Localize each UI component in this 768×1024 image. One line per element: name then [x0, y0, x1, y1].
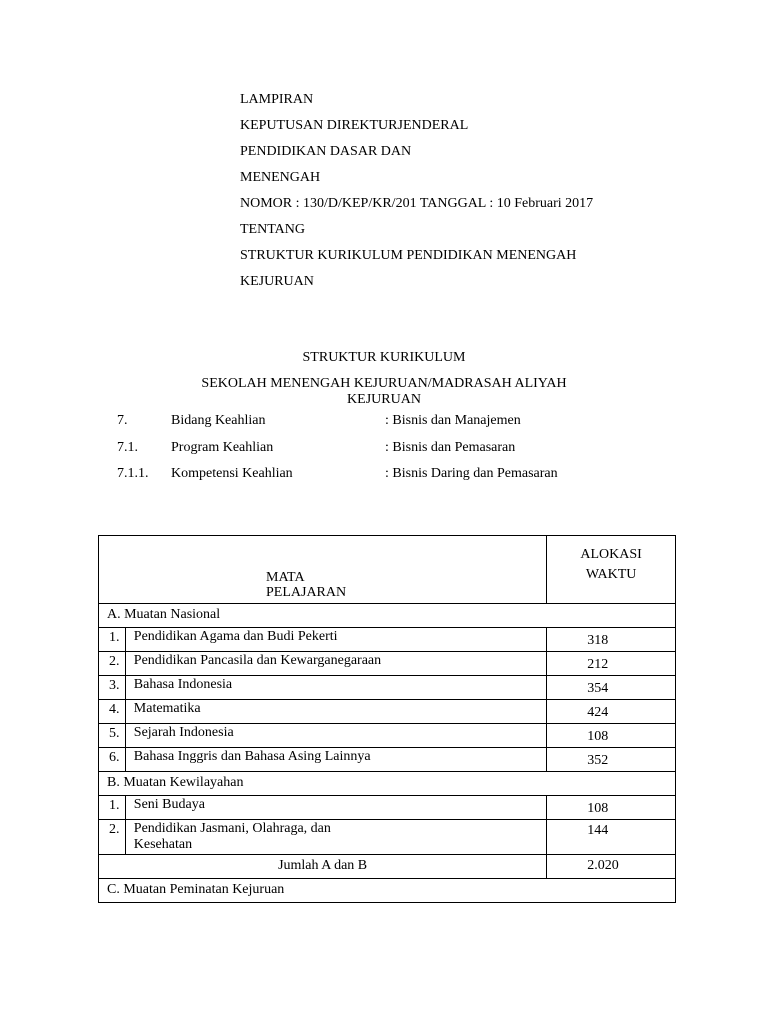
- table-row: [99, 724, 676, 748]
- field-number: 7.1.1.: [117, 466, 149, 481]
- row-allocation: 108: [587, 729, 609, 744]
- document-header: [240, 89, 740, 297]
- table-row: [99, 652, 676, 676]
- header-alloc-line-1: ALOKASI: [580, 547, 642, 562]
- field-program-keahlian: [117, 438, 717, 460]
- section-label: B. Muatan Kewilayahan: [107, 775, 244, 790]
- table-row: [99, 820, 676, 855]
- field-label: Program Keahlian: [171, 440, 274, 455]
- subtitle-line-1: SEKOLAH MENENGAH KEJURUAN/MADRASAH ALIYAH: [201, 376, 567, 391]
- total-label: Jumlah A dan B: [278, 858, 368, 873]
- curriculum-table: [98, 535, 676, 903]
- table-header-row: [99, 536, 676, 604]
- header-subject-line-2: PELAJARAN: [266, 585, 347, 600]
- row-allocation: 212: [587, 657, 609, 672]
- field-bidang-keahlian: [117, 411, 717, 433]
- row-subject-line-1: Pendidikan Jasmani, Olahraga, dan: [133, 821, 331, 836]
- row-allocation: 354: [587, 681, 609, 696]
- row-number: 4.: [109, 702, 120, 717]
- total-row: [99, 855, 676, 879]
- row-allocation: 318: [587, 633, 609, 648]
- field-value: : Bisnis Daring dan Pemasaran: [385, 466, 558, 481]
- header-alloc-cell: [547, 536, 676, 604]
- field-label: Bidang Keahlian: [171, 413, 266, 428]
- section-row-c: [99, 879, 676, 903]
- header-subject-cell: [99, 536, 547, 604]
- header-line-pendidikan: PENDIDIKAN DASAR DAN: [240, 144, 412, 159]
- row-subject: [126, 820, 546, 853]
- row-number: 5.: [109, 726, 120, 741]
- field-label: Kompetensi Keahlian: [171, 466, 293, 481]
- table-row: [99, 748, 676, 772]
- table-row: [99, 628, 676, 652]
- table-row: [99, 676, 676, 700]
- row-allocation: 424: [587, 705, 609, 720]
- section-label: C. Muatan Peminatan Kejuruan: [107, 882, 285, 897]
- row-allocation: 352: [587, 753, 609, 768]
- header-line-kejuruan: KEJURUAN: [240, 274, 314, 289]
- row-number: 6.: [109, 750, 120, 765]
- row-subject: Pendidikan Agama dan Budi Pekerti: [133, 629, 338, 644]
- section-row-b: [99, 772, 676, 796]
- table-row: [99, 796, 676, 820]
- table-row: [99, 700, 676, 724]
- row-subject: Matematika: [133, 701, 201, 716]
- document-title: STRUKTUR KURIKULUM: [302, 350, 466, 365]
- row-subject: Bahasa Inggris dan Bahasa Asing Lainnya: [133, 749, 371, 764]
- row-subject-line-2: Kesehatan: [133, 837, 193, 852]
- field-kompetensi-keahlian: [117, 464, 717, 486]
- section-row-a: [99, 604, 676, 628]
- header-line-tentang: TENTANG: [240, 222, 305, 237]
- row-number: 1.: [109, 798, 120, 813]
- header-subject-line-1: MATA: [266, 570, 305, 585]
- header-line-menengah: MENENGAH: [240, 170, 321, 185]
- row-subject: Bahasa Indonesia: [133, 677, 233, 692]
- field-value: : Bisnis dan Pemasaran: [385, 440, 516, 455]
- row-allocation: 108: [587, 801, 609, 816]
- header-line-nomor: NOMOR : 130/D/KEP/KR/201 TANGGAL : 10 Februari 2017: [240, 196, 594, 211]
- subtitle-line-2: KEJURUAN: [347, 392, 421, 407]
- field-number: 7.: [117, 413, 128, 428]
- field-value: : Bisnis dan Manajemen: [385, 413, 521, 428]
- section-label: A. Muatan Nasional: [107, 607, 221, 622]
- total-value: 2.020: [587, 858, 619, 873]
- row-number: 2.: [109, 654, 120, 669]
- row-subject: Sejarah Indonesia: [133, 725, 234, 740]
- row-number: 2.: [109, 822, 120, 837]
- row-number: 3.: [109, 678, 120, 693]
- field-number: 7.1.: [117, 440, 138, 455]
- header-line-lampiran: LAMPIRAN: [240, 92, 314, 107]
- header-alloc-line-2: WAKTU: [585, 567, 637, 582]
- row-subject: Pendidikan Pancasila dan Kewarganegaraan: [133, 653, 382, 668]
- row-number: 1.: [109, 630, 120, 645]
- row-allocation: 144: [587, 823, 609, 838]
- header-line-struktur: STRUKTUR KURIKULUM PENDIDIKAN MENENGAH: [240, 248, 577, 263]
- header-line-keputusan: KEPUTUSAN DIREKTURJENDERAL: [240, 118, 469, 133]
- row-subject: Seni Budaya: [133, 797, 205, 812]
- document-subtitle: [0, 376, 768, 408]
